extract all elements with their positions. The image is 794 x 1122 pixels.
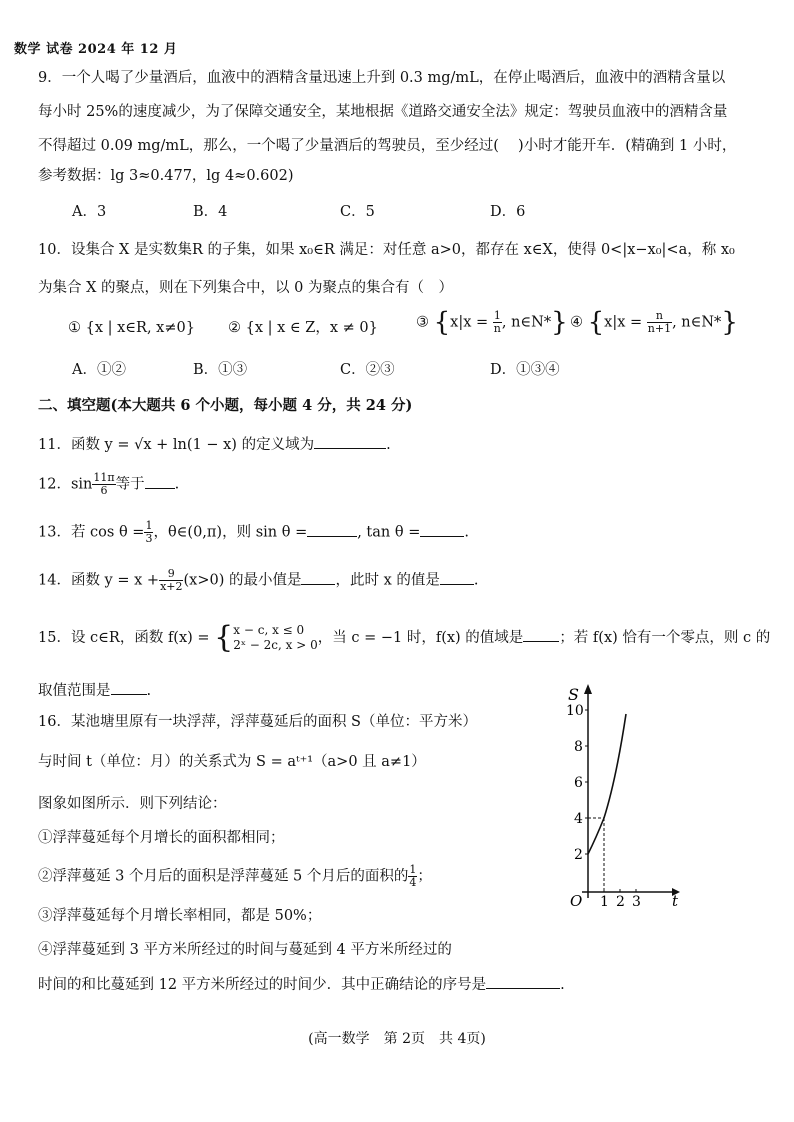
q13-fraction: $\frac{1}{3}$ <box>145 519 153 545</box>
q16-conclusion-1: ①浮萍蔓延每个月增长的面积都相同； <box>38 830 285 846</box>
answer-blank[interactable] <box>523 627 559 642</box>
q16-conclusion-2: ②浮萍蔓延 3 个月后的面积是浮萍蔓延 5 个月后的面积的 $\frac{1}{4}$ ； <box>38 863 432 889</box>
y-axis-arrow <box>584 684 592 694</box>
x-tick-label: 1 <box>600 894 609 910</box>
y-axis-label: S <box>568 685 579 704</box>
q13: 13．若 cos θ = $\frac{1}{3}$ ，θ∈(0,π)，则 sin θ = , tan θ = . <box>38 519 469 545</box>
piecewise-brace: { <box>214 620 234 655</box>
answer-blank[interactable] <box>307 522 357 537</box>
brace-close: } <box>551 307 568 338</box>
answer-blank[interactable] <box>314 434 386 449</box>
q10-line1: 10．设集合 X 是实数集R 的子集，如果 x₀∈R 满足：对任意 a>0，都存在 x∈X，使得 0<|x−x₀|<a，称 x₀ <box>38 242 735 258</box>
page-header: 数学 试卷 2024 年 12 月 <box>14 42 178 57</box>
q10-set-4 <box>570 307 738 338</box>
y-tick-label: 6 <box>574 775 583 791</box>
q11-text: 11．函数 y = √x + ln(1 − x) 的定义域为 <box>38 437 315 453</box>
q10-set-1: ① {x | x∈R, x≠0} <box>68 320 195 336</box>
answer-blank[interactable] <box>440 570 474 585</box>
set-3-expr: x|x = <box>450 314 489 331</box>
set-4-marker: ④ <box>570 314 583 331</box>
q10-option-b: B．①③ <box>193 362 248 378</box>
q9-option-c: C．5 <box>340 204 375 220</box>
x-axis-label: t <box>672 892 679 910</box>
q14-fraction: $\frac{9}{x+2}$ <box>160 567 183 593</box>
page-footer: (高一数学 第 2页 共 4页) <box>308 1031 486 1047</box>
q11: 11．函数 y = √x + ln(1 − x) 的定义域为 . <box>38 434 391 455</box>
set-4-fraction: $\frac{n}{n+1}$ <box>647 309 672 335</box>
q10-option-d: D．①③④ <box>490 362 560 378</box>
y-tick-label: 10 <box>566 703 584 719</box>
sin-function: sin <box>70 476 93 493</box>
y-tick-label: 4 <box>574 811 583 827</box>
q9-line2: 每小时 25%的速度减少，为了保障交通安全，某地根据《道路交通安全法》规定：驾驶员血液中的酒精含量 <box>38 104 728 120</box>
answer-blank[interactable] <box>486 974 560 989</box>
q12: 12．sin $\frac{11\pi}{6}$ 等于 . <box>38 471 180 497</box>
x-tick-label: 2 <box>616 894 625 910</box>
exponential-curve <box>588 714 626 854</box>
set-4-expr: x|x = <box>604 314 643 331</box>
q9-option-a: A．3 <box>72 204 107 220</box>
q9-line4: 参考数据：lg 3≈0.477，lg 4≈0.602) <box>38 168 294 184</box>
q16-conclusion-3: ③浮萍蔓延每个月增长率相同，都是 50%； <box>38 908 322 924</box>
set-3-domain: , n∈N* <box>501 314 552 331</box>
brace-close: } <box>721 307 738 338</box>
q14: 14．函数 y = x + $\frac{9}{x+2}$ (x>0) 的最小值是 ，此时 x 的值是 . <box>38 567 479 593</box>
brace-open: { <box>587 307 605 338</box>
q9-line1: 9．一个人喝了少量酒后，血液中的酒精含量迅速上升到 0.3 mg/mL，在停止喝酒后，血液中的酒精含量以 <box>38 70 726 86</box>
brace-open: { <box>433 307 451 338</box>
q10-line2: 为集合 X 的聚点，则在下列集合中，以 0 为聚点的集合有（ ） <box>38 280 453 296</box>
q9-line3: 不得超过 0.09 mg/mL，那么，一个喝了少量酒后的驾驶员，至少经过( )小时才能开车．(精确到 1 小时， <box>38 138 737 154</box>
answer-blank[interactable] <box>111 680 147 695</box>
set-3-marker: ③ <box>416 314 429 331</box>
exponential-graph <box>540 680 680 910</box>
q15-line1: 15．设 c∈R，函数 f(x) = { x − c, x ≤ 0 2ˣ − 2c, x > 0 ，当 c = −1 时，f(x) 的值域是 ；若 f(x) 恰有一个零点，则 c 的 <box>38 620 771 655</box>
piecewise-cases: x − c, x ≤ 0 2ˣ − 2c, x > 0 <box>233 623 318 652</box>
q10-set-2: ② {x | x ∈ Z，x ≠ 0} <box>228 320 378 336</box>
q9-option-d: D．6 <box>490 204 526 220</box>
answer-blank[interactable] <box>145 474 175 489</box>
q10-option-a: A．①② <box>72 362 126 378</box>
origin-label: O <box>570 892 583 910</box>
answer-blank[interactable] <box>420 522 464 537</box>
q16-line2: 与时间 t（单位：月）的关系式为 S = aᵗ⁺¹（a>0 且 a≠1） <box>38 754 426 770</box>
q16-line3: 图象如图所示．则下列结论： <box>38 796 227 812</box>
set-4-domain: , n∈N* <box>672 314 722 331</box>
x-tick-label: 3 <box>632 894 641 910</box>
q16-fraction: $\frac{1}{4}$ <box>409 863 417 889</box>
answer-blank[interactable] <box>301 570 335 585</box>
q15-line2: 取值范围是 . <box>38 680 151 701</box>
q9-option-b: B．4 <box>193 204 228 220</box>
section-2-title: 二、填空题(本大题共 6 个小题，每小题 4 分，共 24 分) <box>38 397 413 414</box>
q16-line1: 16．某池塘里原有一块浮萍，浮萍蔓延后的面积 S（单位：平方米） <box>38 714 477 730</box>
q12-fraction: $\frac{11\pi}{6}$ <box>93 471 115 497</box>
q10-option-c: C．②③ <box>340 362 395 378</box>
y-tick-label: 2 <box>574 847 583 863</box>
q16-conclusion-4b: 时间的和比蔓延到 12 平方米所经过的时间少．其中正确结论的序号是 . <box>38 974 565 995</box>
q10-set-3 <box>416 307 568 338</box>
y-tick-label: 8 <box>574 739 583 755</box>
set-3-fraction: $\frac{1}{n}$ <box>493 309 501 335</box>
q16-conclusion-4a: ④浮萍蔓延到 3 平方米所经过的时间与蔓延到 4 平方米所经过的 <box>38 942 452 958</box>
